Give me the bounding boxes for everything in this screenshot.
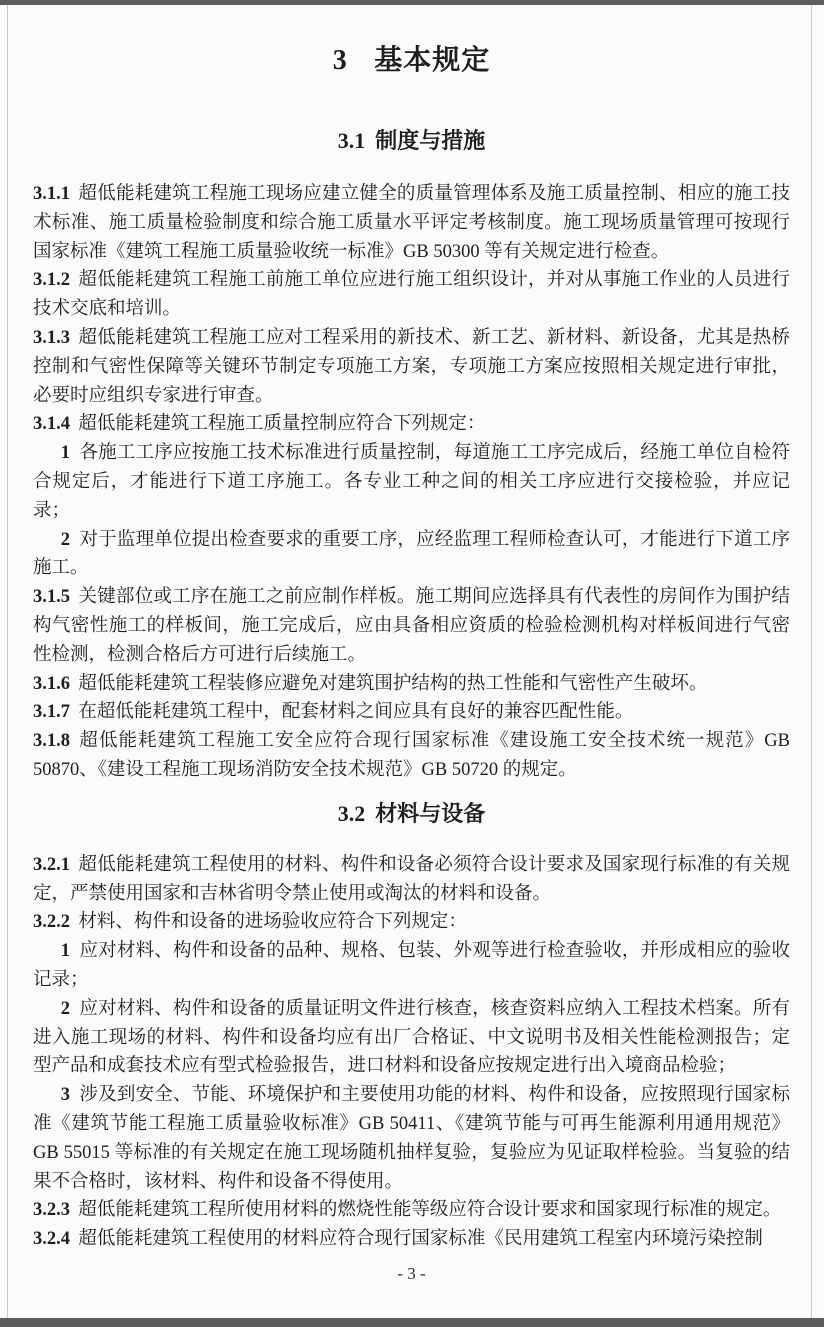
clause-3-1-4: [33, 410, 790, 439]
page-number: - 3 -: [397, 1263, 426, 1283]
item-number: 1: [60, 941, 70, 962]
clause-number: 3.1.2: [33, 270, 70, 291]
clause-text: 超低能耗建筑工程装修应避免对建筑围护结构的热工性能和气密性产生破坏。: [78, 673, 708, 694]
clause-3-1-6: [33, 670, 790, 699]
item-text: 对于监理单位提出检查要求的重要工序，应经监理工程师检查认可，才能进行下道工序施工。: [33, 529, 790, 579]
clause-3-2-3: [33, 1196, 790, 1225]
right-page-edge-line: [811, 5, 812, 1318]
clause-number: 3.2.2: [33, 912, 70, 933]
chapter-heading: [33, 44, 790, 78]
clause-text: 关键部位或工序在施工之前应制作样板。施工期间应选择具有代表性的房间作为围护结构气密性施工的样板间，施工完成后，应由具备相应资质的检验检测机构对样板间进行气密性检测，检测合格后方可进行后续施工。: [33, 587, 790, 665]
item-text: 涉及到安全、节能、环境保护和主要使用功能的材料、构件和设备，应按照现行国家标准《建筑节能工程施工质量验收标准》GB 50411、《建筑节能与可再生能源利用通用规范》GB 55015 等标准的有关规定在施工现场随机抽样复验，复验应为见证取样检验。当复验的结果不合格时，该材料、构件和设备不得使用。: [33, 1085, 790, 1192]
clause-number: 3.1.8: [33, 731, 70, 752]
clause-number: 3.2.1: [33, 854, 70, 875]
clause-3-2-1: [33, 851, 790, 909]
clause-3-1-7: [33, 698, 790, 727]
item-text: 应对材料、构件和设备的品种、规格、包装、外观等进行检查验收，并形成相应的验收记录；: [33, 941, 790, 990]
item-number: 2: [60, 998, 70, 1019]
clause-number: 3.1.5: [33, 587, 70, 608]
clause-3-2-2-item-3: [33, 1081, 790, 1196]
clause-3-2-4: [33, 1225, 790, 1254]
clause-3-1-3: [33, 324, 790, 410]
clause-text: 超低能耗建筑工程施工前施工单位应进行施工组织设计，并对从事施工作业的人员进行技术交底和培训。: [33, 270, 790, 320]
section-heading-3-2: [33, 799, 790, 829]
clause-number: 3.1.3: [33, 327, 70, 348]
clause-number: 3.2.3: [33, 1200, 70, 1221]
item-number: 1: [60, 443, 70, 464]
clause-text: 超低能耗建筑工程所使用材料的燃烧性能等级应符合设计要求和国家现行标准的规定。: [78, 1200, 782, 1221]
section-title: 材料与设备: [375, 800, 486, 826]
clause-text: 材料、构件和设备的进场验收应符合下列规定：: [78, 912, 467, 933]
clause-3-1-2: [33, 266, 790, 324]
clause-3-2-2-item-2: [33, 995, 790, 1081]
section-number: 3.1: [337, 128, 366, 153]
clause-number: 3.1.4: [33, 414, 70, 435]
clause-text: 超低能耗建筑工程使用的材料应符合现行国家标准《民用建筑工程室内环境污染控制: [78, 1229, 763, 1250]
bottom-border-bar: [0, 1318, 824, 1327]
item-text: 应对材料、构件和设备的质量证明文件进行核查，核查资料应纳入工程技术档案。所有进入施工现场的材料、构件和设备均应有出厂合格证、中文说明书及相关性能检测报告；定型产品和成套技术应有型式检验报告，进口材料和设备应按规定进行出入境商品检验；: [33, 998, 790, 1077]
page-content: [33, 0, 790, 1286]
clause-number: 3.1.6: [33, 673, 70, 694]
item-number: 2: [60, 529, 70, 550]
clause-text: 超低能耗建筑工程施工安全应符合现行国家标准《建设施工安全技术统一规范》GB 50870、《建设工程施工现场消防安全技术规范》GB 50720 的规定。: [33, 731, 790, 780]
clause-text: 超低能耗建筑工程施工应对工程采用的新技术、新工艺、新材料、新设备，尤其是热桥控制和气密性保障等关键环节制定专项施工方案，专项施工方案应按照相关规定进行审批，必要时应组织专家进行审查。: [33, 327, 790, 406]
clause-3-1-4-item-2: [33, 526, 790, 584]
section-heading-3-1: [33, 126, 790, 156]
left-page-edge-line: [7, 5, 8, 1318]
chapter-title: 基本规定: [374, 45, 491, 76]
clause-text: 超低能耗建筑工程使用的材料、构件和设备必须符合设计要求及国家现行标准的有关规定，严禁使用国家和吉林省明令禁止使用或淘汰的材料和设备。: [33, 854, 790, 904]
clause-text: 在超低能耗建筑工程中，配套材料之间应具有良好的兼容匹配性能。: [78, 702, 634, 723]
clause-3-2-2: [33, 908, 790, 937]
clause-3-1-8: [33, 727, 790, 785]
section-title: 制度与措施: [375, 128, 486, 153]
clause-3-1-1: [33, 180, 790, 266]
clause-3-1-4-item-1: [33, 439, 790, 525]
clause-number: 3.1.7: [33, 702, 70, 723]
section-number: 3.2: [337, 800, 366, 826]
clause-text: 超低能耗建筑工程施工质量控制应符合下列规定：: [78, 414, 486, 435]
clause-text: 超低能耗建筑工程施工现场应建立健全的质量管理体系及施工质量控制、相应的施工技术标准、施工质量检验制度和综合施工质量水平评定考核制度。施工现场质量管理可按现行国家标准《建筑工程施工质量验收统一标准》GB 50300 等有关规定进行检查。: [33, 184, 790, 262]
clause-3-2-2-item-1: [33, 937, 790, 995]
chapter-number: 3: [332, 45, 348, 76]
clause-3-1-5: [33, 583, 790, 669]
item-text: 各施工工序应按施工技术标准进行质量控制，每道施工工序完成后，经施工单位自检符合规定后，才能进行下道工序施工。各专业工种之间的相关工序应进行交接检验，并应记录；: [33, 443, 790, 521]
item-number: 3: [60, 1085, 70, 1106]
clause-number: 3.2.4: [33, 1229, 70, 1250]
clause-number: 3.1.1: [33, 184, 70, 204]
